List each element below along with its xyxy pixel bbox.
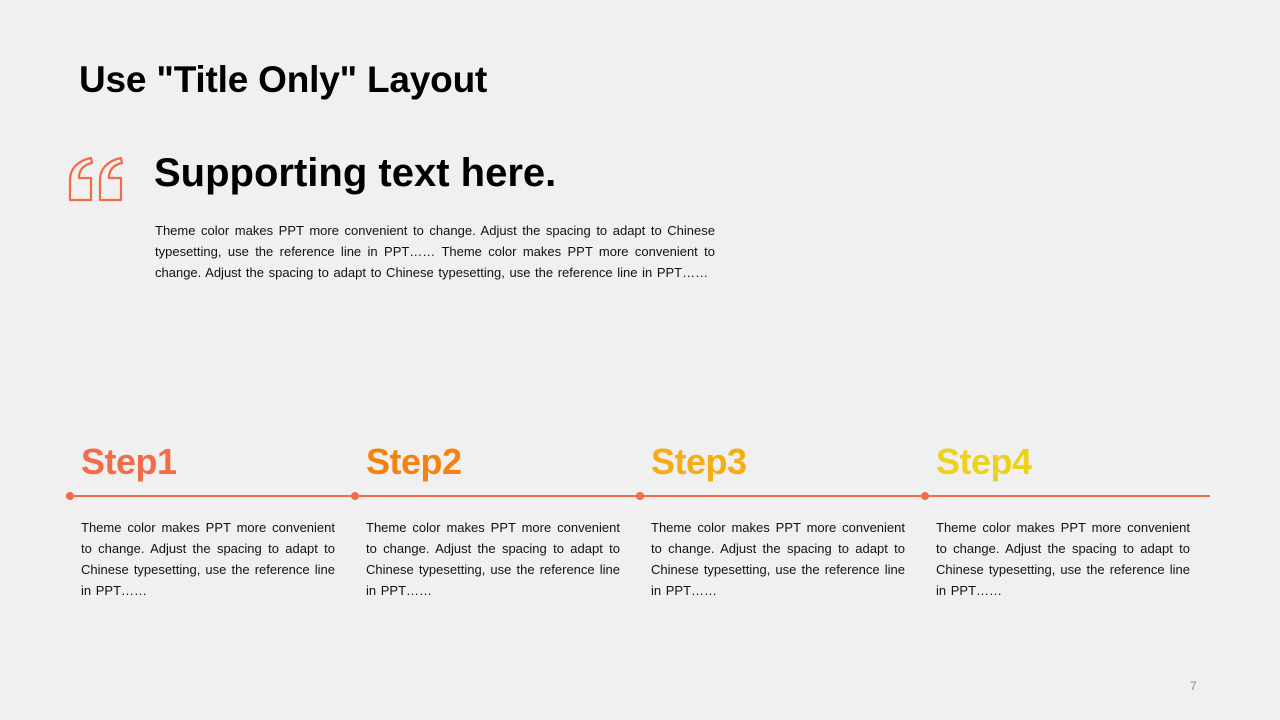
step-2-text[interactable]: Theme color makes PPT more convenient to change. Adjust the spacing to adapt to Chinese typesetting, use the reference line in PPT……: [366, 520, 620, 598]
page-number: 7: [1190, 679, 1197, 693]
slide-title[interactable]: Use "Title Only" Layout: [79, 59, 488, 100]
supporting-heading[interactable]: Supporting text here.: [154, 151, 557, 195]
timeline-dot-4: [921, 492, 929, 500]
step-2-title[interactable]: Step2: [366, 441, 462, 482]
step-4-text[interactable]: Theme color makes PPT more convenient to change. Adjust the spacing to adapt to Chinese typesetting, use the reference line in PPT……: [936, 520, 1190, 598]
quote-open-icon: [67, 156, 125, 202]
timeline-dot-3: [636, 492, 644, 500]
supporting-body-text[interactable]: Theme color makes PPT more convenient to change. Adjust the spacing to adapt to Chinese typesetting, use the reference line in PPT…… Theme color makes PPT more convenient to change. Adjust the spacing to adapt to Chinese typesetting, use the reference line in PPT……: [155, 223, 715, 280]
step-1-title[interactable]: Step1: [81, 441, 177, 482]
step-1-text[interactable]: Theme color makes PPT more convenient to change. Adjust the spacing to adapt to Chinese typesetting, use the reference line in PPT……: [81, 520, 335, 598]
step-3-text[interactable]: Theme color makes PPT more convenient to change. Adjust the spacing to adapt to Chinese typesetting, use the reference line in PPT……: [651, 520, 905, 598]
step-3-title[interactable]: Step3: [651, 441, 747, 482]
timeline-dot-2: [351, 492, 359, 500]
timeline-dot-1: [66, 492, 74, 500]
step-4-title[interactable]: Step4: [936, 441, 1032, 482]
